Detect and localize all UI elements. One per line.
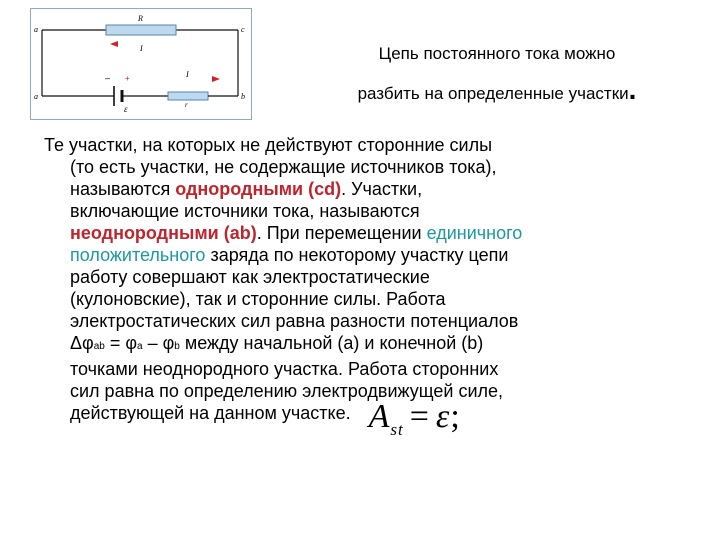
- resistor-R-label: R: [138, 14, 143, 23]
- phi-delta: Δφ: [70, 333, 94, 353]
- term-homogeneous: однородными (cd): [175, 179, 342, 199]
- body-line: [44, 178, 694, 200]
- battery-plus-label: +: [125, 74, 130, 83]
- body-text-span: заряда по некоторому участку цепи: [205, 245, 509, 265]
- term-unit: единичного: [426, 223, 523, 243]
- term-positive: положительного: [70, 245, 206, 265]
- body-text-span: действующей на данном участке.: [70, 403, 351, 423]
- slide-header: [292, 34, 702, 114]
- body-line: (то есть участки, не содержащие источников тока),: [70, 157, 497, 177]
- emf-label: ε: [124, 104, 128, 114]
- body-line: точками неоднородного участка. Работа сторонних: [70, 359, 499, 379]
- phi-sub-b: b: [174, 341, 180, 352]
- term-inhomogeneous: неоднородными (ab): [70, 223, 257, 243]
- body-line: (кулоновские), так и сторонние силы. Работа: [70, 289, 446, 309]
- node-a-bottom-label: a: [34, 92, 38, 101]
- header-dot: .: [628, 74, 637, 105]
- formula-eq: =: [409, 398, 430, 435]
- circuit-diagram: [30, 8, 252, 120]
- internal-r-label: r: [185, 101, 188, 109]
- body-line: сил равна по определению электродвижущей силе,: [70, 381, 504, 401]
- header-line-1: Цепь постоянного тока можно: [378, 44, 616, 63]
- body-line: [44, 222, 694, 244]
- body-line: включающие источники тока, называются: [70, 201, 420, 221]
- header-line-2: [292, 74, 702, 114]
- body-text-span: между начальной (a) и конечной (b): [179, 333, 484, 353]
- current-I-bottom-label: I: [186, 70, 189, 79]
- body-line-potential: [44, 332, 694, 358]
- header-line-2-text: разбить на определенные участки: [357, 84, 629, 103]
- body-text-span: . При перемещении: [256, 223, 427, 243]
- phi-sub-a: a: [137, 341, 143, 352]
- phi-sub-ab: ab: [93, 341, 105, 352]
- formula-st: st: [390, 420, 404, 439]
- resistor-R: [106, 25, 176, 35]
- body-text-span: называются: [70, 179, 176, 199]
- body-line: электростатических сил равна разности потенциалов: [70, 311, 519, 331]
- battery-minus-label: –: [105, 73, 111, 83]
- node-c-label: c: [241, 25, 245, 34]
- body-line-last: [44, 398, 694, 441]
- phi-minus: – φ: [142, 333, 175, 353]
- current-I-top-label: I: [140, 44, 143, 53]
- internal-resistor-r: [168, 92, 208, 100]
- formula-semi: ;: [450, 398, 461, 435]
- work-formula: [368, 398, 461, 441]
- body-line: Те участки, на которых не действуют сторонние силы: [44, 135, 493, 155]
- formula-eps: ε: [435, 398, 451, 435]
- body-line: работу совершают как электростатические: [70, 267, 430, 287]
- node-b-label: b: [241, 92, 245, 101]
- formula-A: A: [368, 398, 391, 435]
- body-line: [44, 244, 694, 266]
- body-text-span: . Участки,: [341, 179, 423, 199]
- phi-eq: = φ: [104, 333, 138, 353]
- body-text: [44, 134, 694, 441]
- node-a-top-label: a: [34, 25, 38, 34]
